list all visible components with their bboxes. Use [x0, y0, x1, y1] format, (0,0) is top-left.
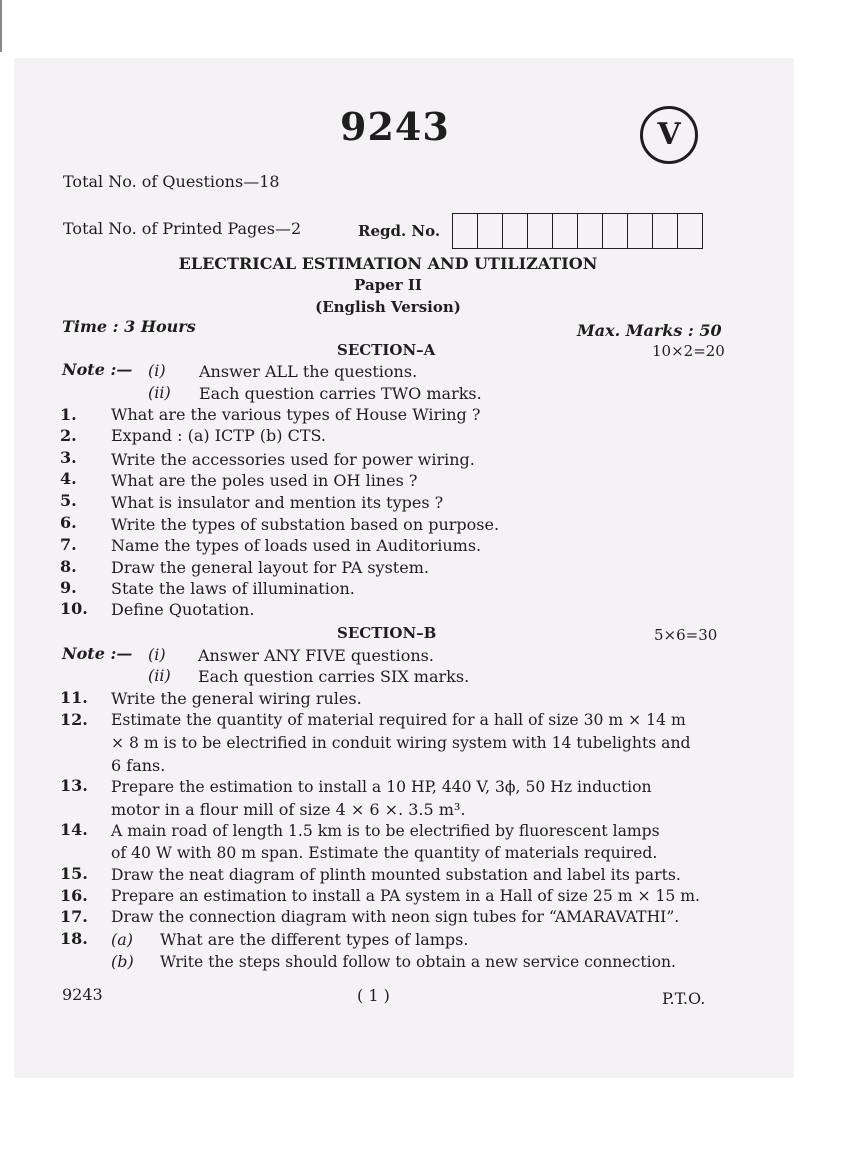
- note-number: (i): [148, 645, 166, 664]
- question-number: 2.: [60, 426, 77, 445]
- section-b-marks: 5×6=30: [654, 626, 718, 644]
- section-a-note-label: Note :—: [62, 360, 133, 379]
- question-number: 11.: [60, 688, 88, 707]
- paper-code: 9243: [340, 104, 450, 149]
- question-number: 14.: [60, 820, 88, 839]
- question-text: Define Quotation.: [111, 600, 255, 619]
- section-b-heading: SECTION–B: [337, 624, 437, 642]
- question-text: Expand : (a) ICTP (b) CTS.: [111, 426, 326, 445]
- note-number: (i): [148, 361, 166, 380]
- paper-number: Paper II: [354, 276, 422, 294]
- scan-edge: [0, 0, 2, 52]
- question-text: Draw the neat diagram of plinth mounted substation and label its parts.: [111, 866, 681, 884]
- question-number: 15.: [60, 864, 88, 883]
- question-number: 13.: [60, 776, 88, 795]
- question-text: What are the various types of House Wiring ?: [111, 405, 481, 424]
- question-part-text: Write the steps should follow to obtain a new service connection.: [160, 953, 676, 971]
- question-number: 5.: [60, 491, 77, 510]
- exam-title: ELECTRICAL ESTIMATION AND UTILIZATION: [178, 254, 598, 273]
- question-number: 9.: [60, 578, 77, 597]
- page-number: ( 1 ): [357, 986, 390, 1005]
- question-text: Draw the general layout for PA system.: [111, 558, 429, 577]
- language-version: (English Version): [315, 298, 461, 316]
- footer-code: 9243: [62, 985, 103, 1004]
- total-pages: Total No. of Printed Pages—2: [63, 219, 302, 238]
- note-text: Each question carries SIX marks.: [198, 667, 470, 686]
- regd-number-boxes[interactable]: [452, 213, 703, 249]
- total-questions: Total No. of Questions—18: [63, 172, 280, 191]
- pto-mark: P.T.O.: [662, 989, 706, 1008]
- question-text: What are the poles used in OH lines ?: [111, 471, 418, 490]
- question-part-label: (a): [111, 930, 134, 949]
- regd-label: Regd. No.: [358, 222, 441, 240]
- question-number: 4.: [60, 469, 77, 488]
- question-text: of 40 W with 80 m span. Estimate the quantity of materials required.: [111, 844, 658, 862]
- question-text: State the laws of illumination.: [111, 579, 355, 598]
- version-badge: V: [640, 106, 698, 164]
- question-text: Write the types of substation based on purpose.: [111, 515, 500, 534]
- question-text: Estimate the quantity of material required for a hall of size 30 m × 14 m: [111, 711, 686, 729]
- question-text: × 8 m is to be electrified in conduit wiring system with 14 tubelights and: [111, 734, 691, 752]
- note-text: Answer ALL the questions.: [199, 362, 418, 381]
- section-a-heading: SECTION–A: [337, 341, 436, 359]
- question-number: 10.: [60, 599, 88, 618]
- max-marks: Max. Marks : 50: [577, 321, 722, 340]
- question-text: motor in a flour mill of size 4 × 6 ×. 3.5 m³.: [111, 800, 466, 819]
- time-allowed: Time : 3 Hours: [62, 317, 196, 336]
- question-text: What is insulator and mention its types ?: [111, 493, 444, 512]
- question-text: Write the accessories used for power wiring.: [111, 450, 475, 469]
- question-number: 16.: [60, 886, 88, 905]
- note-text: Each question carries TWO marks.: [199, 384, 482, 403]
- question-text: Draw the connection diagram with neon sign tubes for “AMARAVATHI”.: [111, 908, 680, 926]
- section-b-note-label: Note :—: [62, 644, 133, 663]
- question-text: A main road of length 1.5 km is to be electrified by fluorescent lamps: [111, 822, 660, 840]
- section-a-marks: 10×2=20: [652, 342, 725, 360]
- question-text: 6 fans.: [111, 756, 166, 775]
- question-text: Name the types of loads used in Auditoriums.: [111, 536, 482, 555]
- question-text: Prepare the estimation to install a 10 HP, 440 V, 3ϕ, 50 Hz induction: [111, 778, 652, 796]
- question-number: 3.: [60, 448, 77, 467]
- question-text: Write the general wiring rules.: [111, 689, 362, 708]
- question-part-text: What are the different types of lamps.: [160, 930, 469, 949]
- question-number: 17.: [60, 907, 88, 926]
- question-number: 1.: [60, 405, 77, 424]
- question-number: 18.: [60, 929, 88, 948]
- note-number: (ii): [148, 666, 171, 685]
- question-text: Prepare an estimation to install a PA system in a Hall of size 25 m × 15 m.: [111, 887, 701, 905]
- question-number: 12.: [60, 710, 88, 729]
- question-number: 6.: [60, 513, 77, 532]
- question-number: 7.: [60, 535, 77, 554]
- question-part-label: (b): [111, 952, 134, 971]
- question-number: 8.: [60, 557, 77, 576]
- note-number: (ii): [148, 383, 171, 402]
- note-text: Answer ANY FIVE questions.: [198, 646, 434, 665]
